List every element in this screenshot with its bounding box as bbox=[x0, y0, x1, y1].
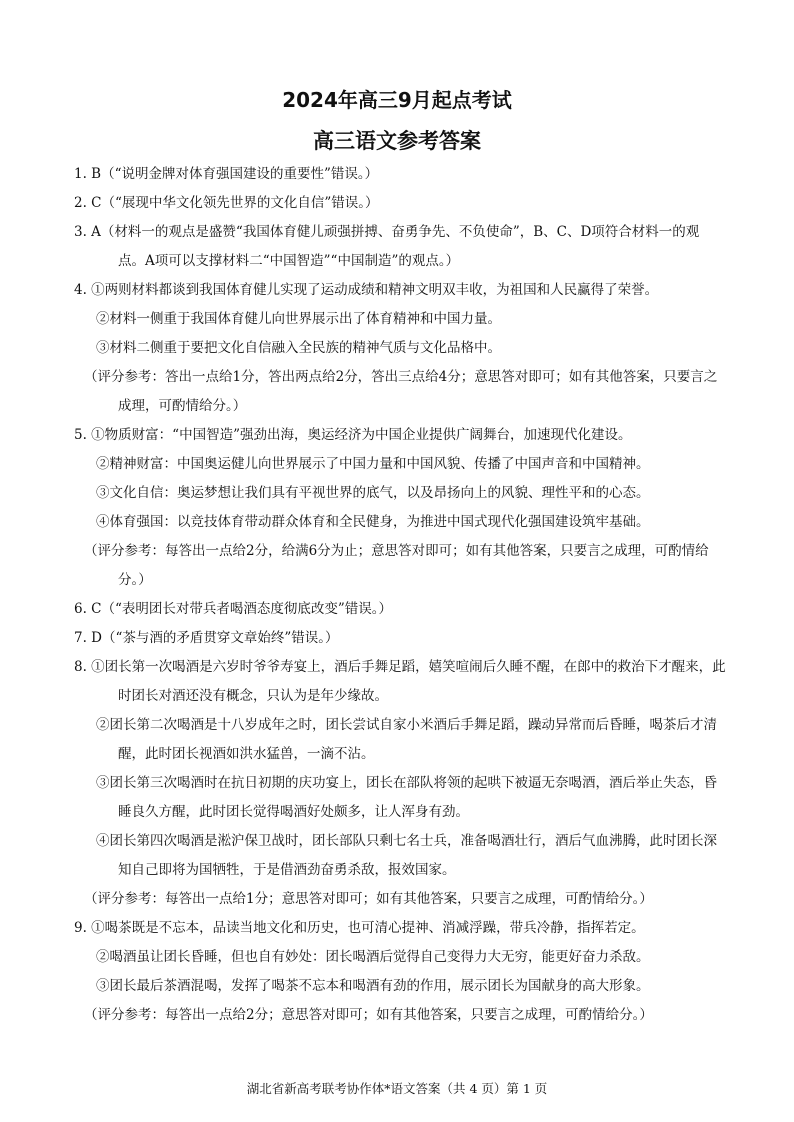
answer-8-scoring: （评分参考：每答出一点给1分；意思答对即可；如有其他答案，只要言之成理，可酌情给分。） bbox=[84, 891, 653, 907]
answer-9-scoring: （评分参考：每答出一点给2分；意思答对即可；如有其他答案，只要言之成理，可酌情给分。） bbox=[84, 1007, 653, 1023]
answer-4-scoring: （评分参考：答出一点给1分，答出两点给2分，答出三点给4分；意思答对即可；如有其他答案，只要言之成理，可酌情给分。） bbox=[84, 369, 718, 414]
page-footer: 湖北省新高考联考协作体*语文答案（共 4 页）第 1 页 bbox=[246, 1081, 548, 1096]
answer-9-point-1: 9. ①喝茶既是不忘本，品读当地文化和历史，也可清心提神、消减浮躁，带兵冷静，指挥若定。 bbox=[74, 920, 645, 936]
exam-title: 2024年高三9月起点考试 bbox=[282, 88, 512, 112]
answer-9-point-2: ②喝酒虽让团长昏睡，但也自有妙处：团长喝酒后觉得自己变得力大无穷，能更好奋力杀敌。 bbox=[96, 949, 650, 965]
answer-4-point-2: ②材料一侧重于我国体育健儿向世界展示出了体育精神和中国力量。 bbox=[96, 311, 501, 327]
answer-8-point-2: ②团长第二次喝酒是十八岁成年之时，团长尝试自家小米酒后手舞足蹈，躁动异常而后昏睡，喝茶后才清醒，此时团长视酒如洪水猛兽，一滴不沾。 bbox=[96, 717, 717, 762]
answer-list bbox=[74, 160, 726, 1030]
answer-5-point-1: 5. ①物质财富：“中国智造”强劲出海，奥运经济为中国企业提供广阔舞台，加速现代化建设。 bbox=[74, 427, 632, 443]
answer-8-point-1: 8. ①团长第一次喝酒是六岁时爷爷寿宴上，酒后手舞足蹈，嬉笑喧闹后久睡不醒，在郎中的救治下才醒来，此时团长对酒还没有概念，只认为是年少缘故。 bbox=[74, 659, 726, 704]
answer-3: 3. A（材料一的观点是盛赞“我国体育健儿顽强拼搏、奋勇争先、不负使命”，B、C、D项符合材料一的观点。A项可以支撑材料二“中国智造”“中国制造”的观点。） bbox=[74, 224, 700, 269]
answer-4-point-3: ③材料二侧重于要把文化自信融入全民族的精神气质与文化品格中。 bbox=[96, 340, 501, 356]
answer-8-point-4: ④团长第四次喝酒是淞沪保卫战时，团长部队只剩七名士兵，准备喝酒壮行，酒后气血沸腾，此时团长深知自己即将为国牺牲，于是借酒劲奋勇杀敌，报效国家。 bbox=[96, 833, 717, 878]
answer-4-point-1: 4. ①两则材料都谈到我国体育健儿实现了运动成绩和精神文明双丰收，为祖国和人民赢得了荣誉。 bbox=[74, 282, 659, 298]
answer-5-point-3: ③文化自信：奥运梦想让我们具有平视世界的底气，以及昂扬向上的风貌、理性平和的心态。 bbox=[96, 485, 650, 501]
answer-5-scoring: （评分参考：每答出一点给2分，给满6分为止；意思答对即可；如有其他答案，只要言之成理，可酌情给分。） bbox=[84, 543, 709, 588]
answer-1: 1. B（“说明金牌对体育强国建设的重要性”错误。） bbox=[74, 166, 379, 182]
answer-6: 6. C（“表明团长对带兵者喝酒态度彻底改变”错误。） bbox=[74, 601, 393, 617]
answer-5-point-4: ④体育强国：以竞技体育带动群众体育和全民健身，为推进中国式现代化强国建设筑牢基础。 bbox=[96, 514, 650, 530]
answer-2: 2. C（“展现中华文化领先世界的文化自信”错误。） bbox=[74, 195, 379, 211]
answer-key-title: 高三语文参考答案 bbox=[313, 129, 481, 153]
answer-5-point-2: ②精神财富：中国奥运健儿向世界展示了中国力量和中国风貌、传播了中国声音和中国精神。 bbox=[96, 456, 650, 472]
answer-9-point-3: ③团长最后茶酒混喝，发挥了喝茶不忘本和喝酒有劲的作用，展示团长为国献身的高大形象。 bbox=[96, 978, 650, 994]
answer-8-point-3: ③团长第三次喝酒时在抗日初期的庆功宴上，团长在部队将领的起哄下被逼无奈喝酒，酒后举止失态，昏睡良久方醒，此时团长觉得喝酒好处颇多，让人浑身有劲。 bbox=[96, 775, 717, 820]
answer-7: 7. D（“茶与酒的矛盾贯穿文章始终”错误。） bbox=[74, 630, 339, 646]
